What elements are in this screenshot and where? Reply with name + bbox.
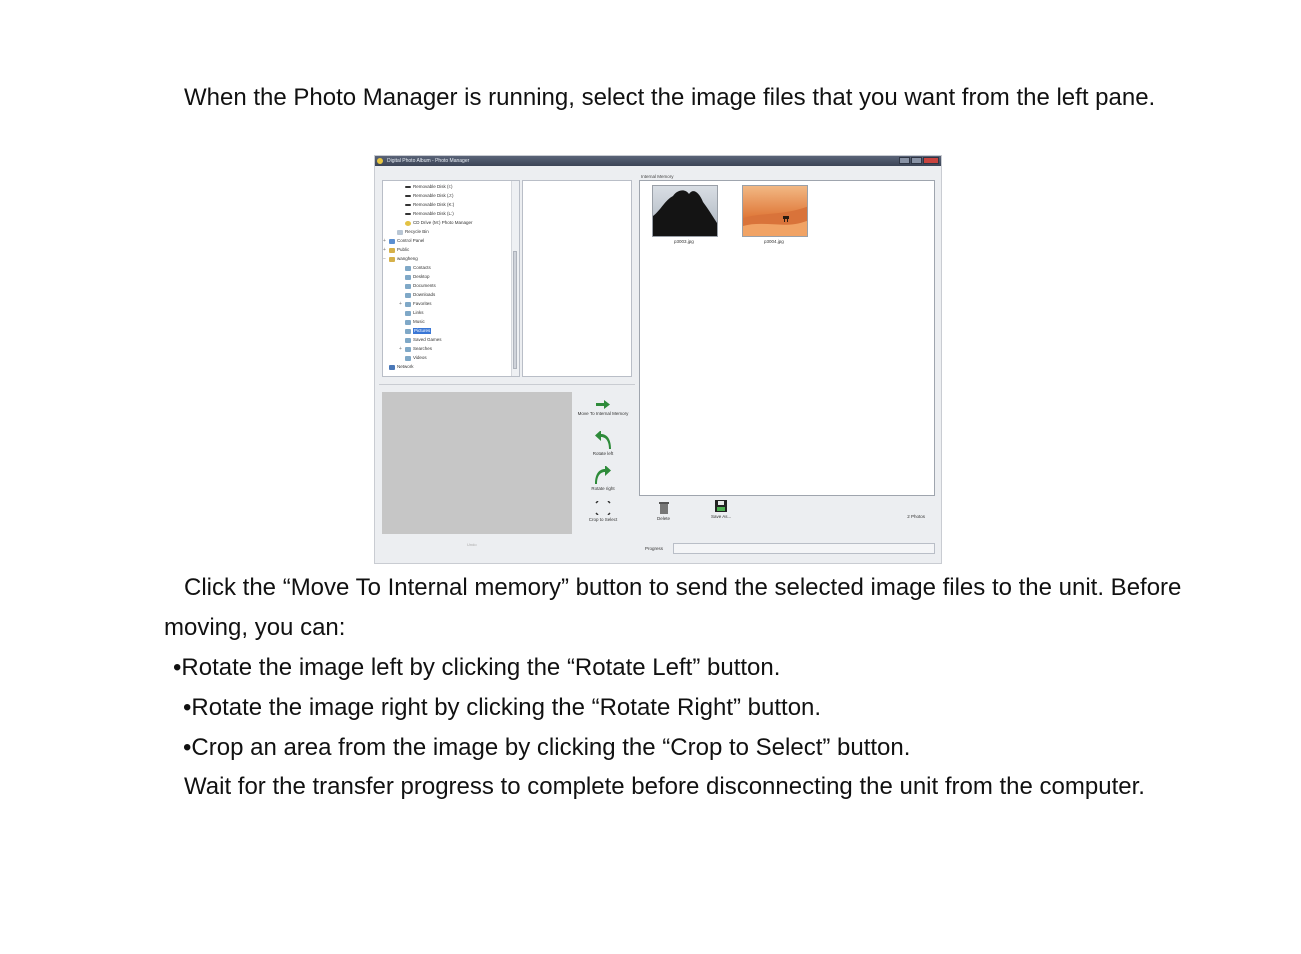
tree-item[interactable] xyxy=(389,256,418,262)
preview-label: Undo xyxy=(467,542,477,547)
save-as-label: Save As... xyxy=(711,514,732,519)
photo-thumbnail[interactable] xyxy=(652,185,718,237)
folder-icon xyxy=(405,329,411,334)
folder-tree[interactable] xyxy=(382,180,520,377)
network-icon xyxy=(389,365,395,370)
drive-icon xyxy=(405,195,411,197)
folder-icon xyxy=(405,266,411,271)
tree-item[interactable] xyxy=(405,220,473,226)
tree-item[interactable] xyxy=(405,319,425,325)
window-titlebar xyxy=(375,156,941,166)
tree-item-label: Contacts xyxy=(413,265,431,270)
tree-item[interactable] xyxy=(405,346,432,352)
recycle-bin-icon xyxy=(397,230,403,235)
photo-manager-screenshot xyxy=(374,155,942,564)
tree-item-label: Recycle Bin xyxy=(405,229,429,234)
window-title: Digital Photo Album - Photo Manager xyxy=(387,158,470,164)
user-folder-icon xyxy=(389,257,395,262)
tree-item[interactable] xyxy=(405,355,427,361)
folder-icon xyxy=(405,302,411,307)
move-arrow-icon xyxy=(596,400,610,409)
tree-item-label: Removable Disk (I:) xyxy=(413,184,453,189)
tree-item-label: Music xyxy=(413,319,425,324)
tree-expander[interactable]: + xyxy=(383,247,386,253)
tree-scrollbar-thumb[interactable] xyxy=(513,251,517,369)
drive-icon xyxy=(405,204,411,206)
bullet-rotate-left: •Rotate the image left by clicking the “Rotate Left” button. xyxy=(173,654,781,681)
tree-item-label: Downloads xyxy=(413,292,436,297)
trash-icon xyxy=(659,502,669,514)
move-to-internal-memory-label: Move To Internal Memory xyxy=(577,411,629,416)
tree-item[interactable] xyxy=(405,193,454,199)
rotate-right-label: Rotate right xyxy=(591,486,615,491)
photo-thumbnail[interactable] xyxy=(742,185,808,237)
folder-icon xyxy=(405,338,411,343)
memory-toolbar xyxy=(639,496,935,536)
crop-icon xyxy=(595,501,611,515)
tree-item-label: Favorites xyxy=(413,301,432,306)
panel-divider xyxy=(379,384,635,385)
tree-expander[interactable]: + xyxy=(399,346,402,352)
tree-item[interactable] xyxy=(405,211,454,217)
tree-item[interactable] xyxy=(389,247,409,253)
tree-item-label: Pictures xyxy=(414,328,431,333)
tree-item[interactable] xyxy=(405,274,430,280)
tree-item-label: wangheng xyxy=(397,256,418,261)
file-list-pane[interactable] xyxy=(522,180,632,377)
intro-paragraph: When the Photo Manager is running, select the image files that you want from the left pane. xyxy=(184,84,1156,111)
final-paragraph: Wait for the transfer progress to complete before disconnecting the unit from the computer. xyxy=(184,773,1145,800)
floppy-disk-icon xyxy=(715,500,727,512)
drive-icon xyxy=(405,186,411,188)
folder-icon xyxy=(405,275,411,280)
tree-item[interactable] xyxy=(405,202,454,208)
rotate-left-button[interactable] xyxy=(576,431,630,456)
bullet-crop: •Crop an area from the image by clicking the “Crop to Select” button. xyxy=(183,734,911,761)
folder-icon xyxy=(405,347,411,352)
internal-memory-pane[interactable] xyxy=(639,180,935,496)
photo-count: 2 Photos xyxy=(907,514,925,519)
tree-item[interactable] xyxy=(405,301,432,307)
tree-item[interactable] xyxy=(397,229,429,235)
tree-item-label: Network xyxy=(397,364,414,369)
tree-expander[interactable]: − xyxy=(383,256,386,262)
rotate-left-label: Rotate left xyxy=(592,451,614,456)
crop-to-select-button[interactable] xyxy=(576,501,630,522)
control-panel-icon xyxy=(389,239,395,244)
crop-to-select-label: Crop to Select xyxy=(588,517,618,522)
tree-item-label: Desktop xyxy=(413,274,430,279)
silhouette-photo-icon xyxy=(653,186,718,237)
tree-item[interactable] xyxy=(405,283,436,289)
tree-item[interactable] xyxy=(389,238,424,244)
move-instruction-paragraph: Click the “Move To Internal memory” button to send the selected image files to the unit. Before moving, you can: xyxy=(164,574,1182,641)
tree-expander[interactable]: + xyxy=(383,238,386,244)
drive-icon xyxy=(405,213,411,215)
close-button[interactable] xyxy=(923,157,939,164)
tree-item-label: Saved Games xyxy=(413,337,442,342)
delete-button[interactable] xyxy=(657,502,670,521)
tree-item[interactable] xyxy=(405,310,424,316)
folder-icon xyxy=(405,320,411,325)
progress-label: Progress xyxy=(645,546,664,551)
tree-item-label: CD Drive (M:) Photo Manager xyxy=(413,220,473,225)
tree-item[interactable] xyxy=(389,364,414,370)
tree-scrollbar[interactable] xyxy=(511,181,519,376)
bullet-rotate-right: •Rotate the image right by clicking the “Rotate Right” button. xyxy=(183,694,822,721)
tree-item-label: Removable Disk (L:) xyxy=(413,211,454,216)
move-to-internal-memory-button[interactable] xyxy=(576,400,630,416)
save-as-button[interactable] xyxy=(711,500,731,519)
user-folder-icon xyxy=(389,248,395,253)
tree-item-label: Removable Disk (J:) xyxy=(413,193,454,198)
rotate-right-button[interactable] xyxy=(576,466,630,491)
tree-expander[interactable]: + xyxy=(399,301,402,307)
minimize-button[interactable] xyxy=(899,157,910,164)
photo-filename: p3004.jpg xyxy=(764,239,784,244)
tree-item[interactable] xyxy=(405,184,453,190)
tree-item-label: Removable Disk (K:) xyxy=(413,202,455,207)
internal-memory-label: Internal Memory xyxy=(641,174,674,179)
app-icon xyxy=(377,158,383,164)
maximize-button[interactable] xyxy=(911,157,922,164)
folder-icon xyxy=(405,284,411,289)
image-preview xyxy=(382,392,572,534)
delete-label: Delete xyxy=(657,516,671,521)
folder-icon xyxy=(405,293,411,298)
tree-item-label: Documents xyxy=(413,283,436,288)
cd-icon xyxy=(405,221,411,226)
tree-item-label: Control Panel xyxy=(397,238,425,243)
tree-item[interactable] xyxy=(405,265,431,271)
window-controls xyxy=(899,157,939,164)
tree-item[interactable] xyxy=(405,337,442,343)
tree-item-label: Links xyxy=(413,310,424,315)
photo-filename: p3003.jpg xyxy=(674,239,694,244)
folder-icon xyxy=(405,311,411,316)
tree-item[interactable] xyxy=(405,292,435,298)
tree-item-label: Public xyxy=(397,247,410,252)
tree-item[interactable] xyxy=(405,328,431,334)
rotate-right-icon xyxy=(595,466,611,484)
folder-icon xyxy=(405,356,411,361)
tree-item-label: Searches xyxy=(413,346,433,351)
desert-photo-icon xyxy=(743,186,808,237)
transfer-progress-bar xyxy=(673,543,935,554)
rotate-left-icon xyxy=(595,431,611,449)
tree-item-label: Videos xyxy=(413,355,427,360)
